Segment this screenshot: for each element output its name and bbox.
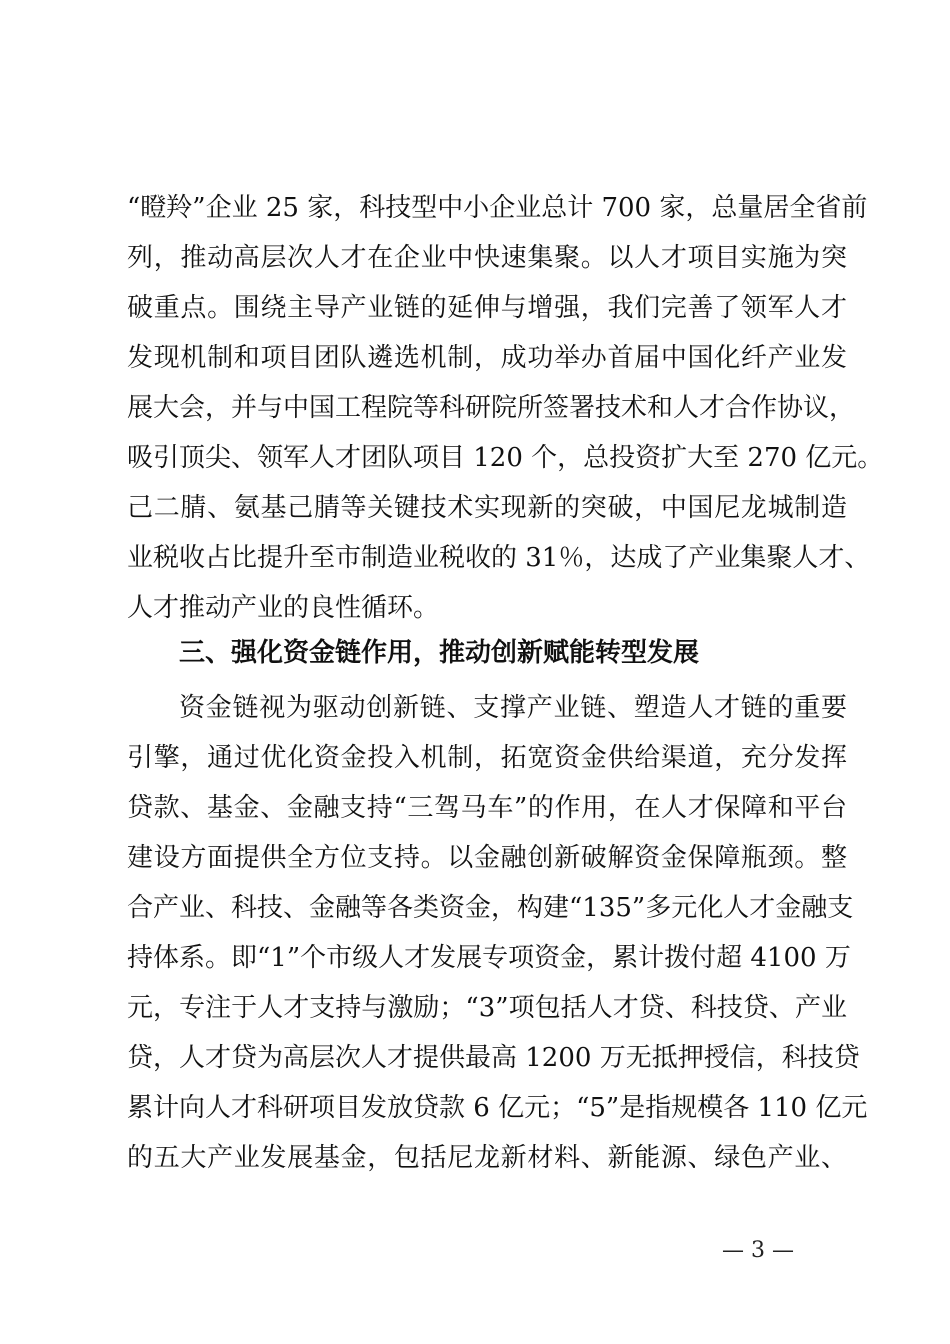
- paragraph-line: 列，推动高层次人才在企业中快速集聚。以人才项目实施为突: [127, 243, 847, 273]
- paragraph-line: 己二腈、氨基己腈等关键技术实现新的突破，中国尼龙城制造: [127, 493, 847, 523]
- paragraph-talent-cluster: [127, 183, 884, 633]
- paragraph-line: 人才推动产业的良性循环。: [127, 593, 440, 623]
- paragraph-line: 元，专注于人才支持与激励；“3”项包括人才贷、科技贷、产业: [127, 993, 847, 1023]
- paragraph-line: 贷款、基金、金融支持“三驾马车”的作用，在人才保障和平台: [127, 793, 847, 823]
- paragraph-line: 发现机制和项目团队遴选机制，成功举办首届中国化纤产业发: [127, 343, 847, 373]
- paragraph-line: 展大会，并与中国工程院等科研院所签署技术和人才合作协议，: [127, 393, 856, 423]
- section-heading: 三、强化资金链作用，推动创新赋能转型发展: [179, 638, 700, 668]
- paragraph-line: 业税收占比提升至市制造业税收的 31％，达成了产业集聚人才、: [127, 543, 871, 573]
- paragraph-line: 累计向人才科研项目发放贷款 6 亿元；“5”是指规模各 110 亿元: [127, 1093, 868, 1123]
- paragraph-line: 破重点。围绕主导产业链的延伸与增强，我们完善了领军人才: [127, 293, 847, 323]
- paragraph-line: “瞪羚”企业 25 家，科技型中小企业总计 700 家，总量居全省前: [127, 193, 868, 223]
- paragraph-line: 贷，人才贷为高层次人才提供最高 1200 万无抵押授信，科技贷: [127, 1043, 860, 1073]
- paragraph-line: 引擎，通过优化资金投入机制，拓宽资金供给渠道，充分发挥: [127, 743, 847, 773]
- paragraph-line: 吸引顶尖、领军人才团队项目 120 个，总投资扩大至 270 亿元。: [127, 443, 884, 473]
- paragraph-line: 合产业、科技、金融等各类资金，构建“135”多元化人才金融支: [127, 893, 854, 923]
- paragraph-line: 建设方面提供全方位支持。以金融创新破解资金保障瓶颈。整: [127, 843, 847, 873]
- paragraph-funding-chain: [127, 683, 868, 1183]
- paragraph-line: 持体系。即“1”个市级人才发展专项资金，累计拨付超 4100 万: [127, 943, 851, 973]
- paragraph-line: 资金链视为驱动创新链、支撑产业链、塑造人才链的重要: [179, 693, 847, 723]
- page-number: — 3 —: [722, 1238, 794, 1263]
- paragraph-line: 的五大产业发展基金，包括尼龙新材料、新能源、绿色产业、: [127, 1143, 847, 1173]
